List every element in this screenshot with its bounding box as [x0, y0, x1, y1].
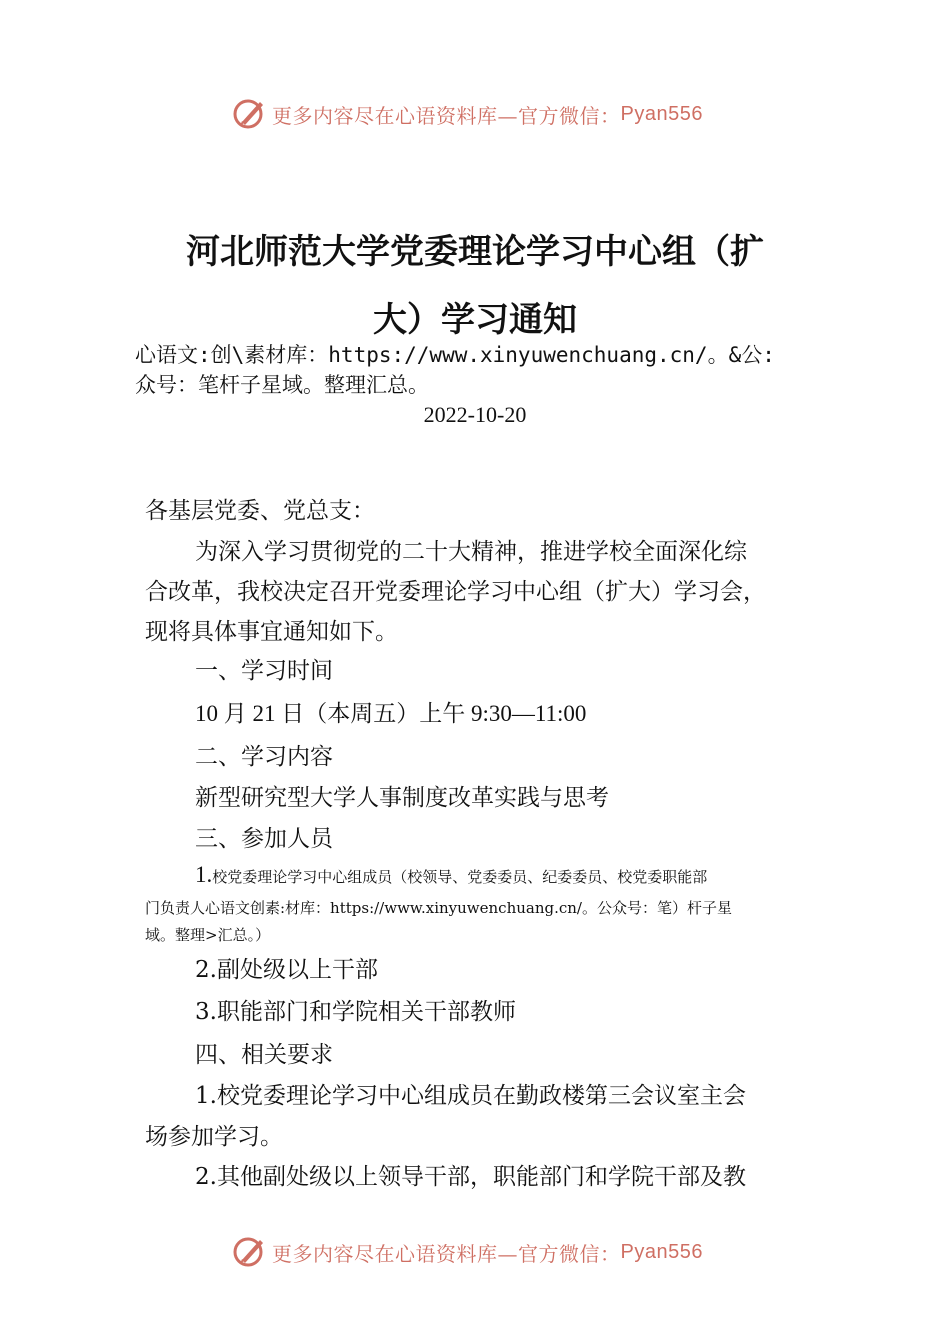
watermark-banner-bottom: [232, 1234, 752, 1270]
watermark-text: 更多内容尽在心语资料库—官方微信：: [272, 103, 621, 128]
section-content-heading: 二、学习内容: [195, 744, 333, 770]
salutation: 各基层党委、党总支：: [145, 498, 375, 524]
attendees-item-2: 2.副处级以上干部: [195, 957, 378, 983]
document-date: 2022-10-20: [423, 402, 527, 427]
intro-line-3: 现将具体事宜通知如下。: [145, 619, 398, 645]
watermark-banner-top: [232, 96, 752, 132]
section-requirements-heading: 四、相关要求: [195, 1042, 333, 1068]
source-note-line2: 众号：笔杆子星域。整理汇总。: [135, 373, 429, 397]
intro-line-1: 为深入学习贯彻党的二十大精神，推进学校全面深化综: [195, 539, 747, 565]
section-time-content: 10 月 21 日（本周五）上午 9:30—11:00: [195, 701, 587, 726]
document-title-line2: 大）学习通知: [373, 300, 577, 340]
watermark-text: 更多内容尽在心语资料库—官方微信：: [272, 1241, 621, 1266]
attendees-item-1-line3: 域。整理>汇总。）: [145, 926, 271, 944]
requirements-item-1-line2: 场参加学习。: [145, 1124, 283, 1150]
section-attendees-heading: 三、参加人员: [195, 826, 333, 852]
watermark-wechat: Pyan556: [620, 102, 703, 125]
requirements-item-1-line1: 1.校党委理论学习中心组成员在勤政楼第三会议室主会: [195, 1083, 746, 1109]
section-time-heading: 一、学习时间: [195, 658, 333, 684]
section-content-text: 新型研究型大学人事制度改革实践与思考: [195, 785, 609, 811]
requirements-item-2-line1: 2.其他副处级以上领导干部，职能部门和学院干部及教: [195, 1164, 746, 1190]
attendees-item-1-line2: 门负责人心语文创素:材库：https://www.xinyuwenchuang.cn/。公众号：笔）杆子星: [145, 899, 732, 917]
document-title-line1: 河北师范大学党委理论学习中心组（扩: [186, 232, 764, 272]
source-note-line1: 心语文:创\素材库：https://www.xinyuwenchuang.cn/。&公:: [135, 343, 775, 367]
attendees-item-1-text: 校党委理论学习中心组成员（校领导、党委委员、纪委委员、校党委职能部: [212, 868, 708, 886]
pen-logo-icon: [232, 96, 268, 132]
watermark-wechat: Pyan556: [620, 1240, 703, 1263]
pen-logo-icon: [232, 1234, 268, 1270]
attendees-item-1-number: 1.: [195, 862, 213, 887]
attendees-item-3: 3.职能部门和学院相关干部教师: [195, 999, 516, 1025]
intro-line-2: 合改革，我校决定召开党委理论学习中心组（扩大）学习会，: [145, 579, 766, 605]
attendees-item-1-line1: [195, 862, 707, 888]
